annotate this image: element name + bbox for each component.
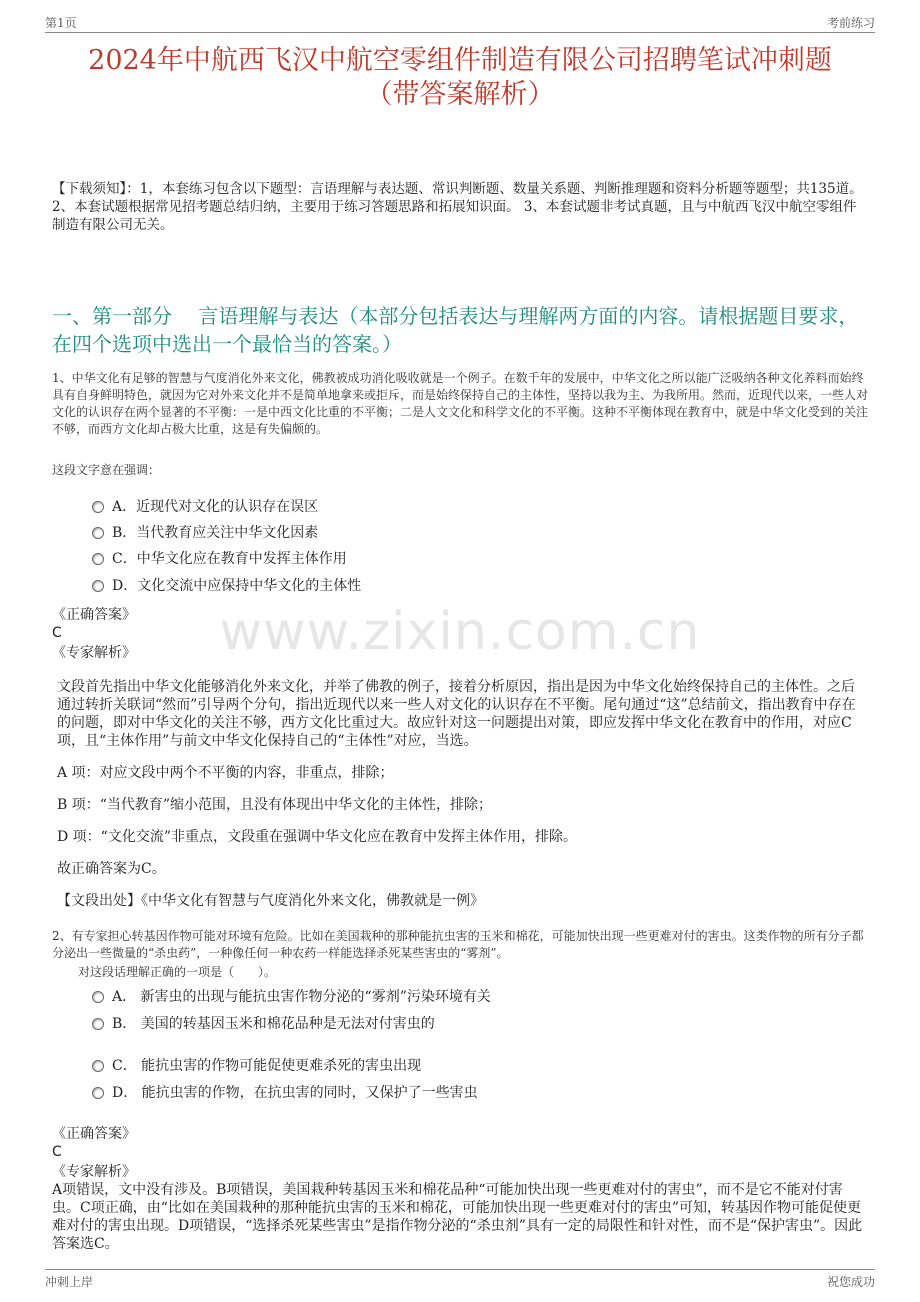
q2-option-d[interactable]: D． 能抗虫害的作物，在抗虫害的同时，又保护了一些害虫 (92, 1084, 478, 1102)
page-footer (45, 1269, 875, 1291)
q1-analysis: 文段首先指出中华文化能够消化外来文化，并举了佛教的例子，接着分析原因，指出是因为中华文化始终保持自己的主体性。之后通过转折关联词“然而”引导两个分句，指出近现代以来一些人对文化的认识存在不平衡。尾句通过“这”总结前文，指出教育中存在的问题，即对中华文化的关注不够，西方文化比重过大。故应针对这一问题提出对策，即应发挥中华文化在教育中的作用，对应C 项，且“主体作用”与前文中华文化保持自己的“主体性”对应，当选。 (57, 679, 856, 749)
q1-option-c[interactable]: C．中华文化应在教育中发挥主体作用 (92, 550, 347, 568)
q1-stem: 1、中华文化有足够的智慧与气度消化外来文化，佛教被成功消化吸收就是一个例子。在数千年的发展中，中华文化之所以能广泛吸纳各种文化养料而始终具有自身鲜明特色，就因为它对外来文化并不是简单地拿来或拒斥，而是始终保持自己的主体性，坚持以我为主、为我所用。然而，近现代以来，一些人对文化的认识存在两个显著的不平衡：一是中西文化比重的不平衡；二是人文文化和科学文化的不平衡。这种不平衡体现在教育中，就是中华文化受到的关注不够，而西方文化却占极大比重，这是有失偏颇的。 (52, 371, 869, 436)
q1-note-b: B 项：“当代教育”缩小范围，且没有体现出中华文化的主体性，排除； (57, 797, 493, 813)
q2-analysis: A项错误，文中没有涉及。B项错误，美国栽种转基因玉米和棉花品种“可能加快出现一些更难对付的害虫”，而不是它不能对付害虫。C项正确，由“比如在美国栽种的那种能抗虫害的玉米和棉花，可能加快出现一些更难对付的害虫”可知，转基因作物可能促使更难对付的害虫出现。D项错误，“选择杀死某些害虫”是指作物分泌的“杀虫剂”具有一定的局限性和针对性，而不是“保护害虫”。因此答案选C。 (52, 1182, 863, 1252)
q2-stem: 2、有专家担心转基因作物可能对环境有危险。比如在美国栽种的那种能抗虫害的玉米和棉花，可能加快出现一些更难对付的害虫。这类作物的所有分子都分泌出一些微量的“杀虫药”，一种像任何一种农药一样能选择杀死某些害虫的“雾剂”。 (52, 929, 864, 960)
section-heading: 一、第一部分 言语理解与表达（本部分包括表达与理解两方面的内容。请根据题目要求，在四个选项中选出一个最恰当的答案。） (52, 304, 859, 356)
title-line-2: （带答案解析） (365, 79, 555, 110)
q2-ask: 对这段话理解正确的一项是（ ）。 (78, 965, 277, 979)
radio-icon[interactable] (92, 580, 104, 592)
radio-icon[interactable] (92, 1060, 104, 1072)
radio-icon[interactable] (92, 991, 104, 1003)
q1-option-b[interactable]: B．当代教育应关注中华文化因素 (92, 524, 318, 542)
q2-option-c[interactable]: C． 能抗虫害的作物可能促使更难杀死的害虫出现 (92, 1057, 421, 1075)
watermark: www.zixin.com.cn (219, 602, 701, 662)
q1-source: 【文段出处】《中华文化有智慧与气度消化外来文化，佛教就是一例》 (57, 893, 484, 909)
radio-icon[interactable] (92, 553, 104, 565)
q1-analysis-label: 《专家解析》 (52, 645, 136, 661)
page-title (45, 44, 875, 112)
q2-answer-label: 《正确答案》 (52, 1126, 136, 1142)
download-notice: 【下载须知】：1，本套练习包含以下题型：言语理解与表达题、常识判断题、数量关系题、判断推理题和资料分析题等题型；共135道。 2、本套试题根据常见招考题总结归纳，主要用于练习答题思路和拓展知识面。 3、本套试题非考试真题，且与中航西飞汉中航空零组件制造有限公司无关。 (52, 181, 863, 233)
q1-conclusion: 故正确答案为C。 (57, 861, 166, 877)
page-header (45, 14, 875, 33)
header-right-label: 考前练习 (826, 16, 875, 30)
q2-option-b[interactable]: B． 美国的转基因玉米和棉花品种是无法对付害虫的 (92, 1015, 435, 1033)
radio-icon[interactable] (92, 1018, 104, 1030)
radio-icon[interactable] (92, 527, 104, 539)
q2-answer: C (52, 1144, 62, 1160)
q1-answer-label: 《正确答案》 (52, 607, 136, 623)
footer-right-label: 祝您成功 (826, 1275, 875, 1289)
q1-note-a: A 项：对应文段中两个不平衡的内容，非重点，排除； (57, 765, 394, 781)
page-number: 第1页 (45, 16, 77, 30)
q2-option-a[interactable]: A． 新害虫的出现与能抗虫害作物分泌的“雾剂”污染环境有关 (92, 988, 491, 1006)
radio-icon[interactable] (92, 1087, 104, 1099)
q1-note-d: D 项：“文化交流”非重点，文段重在强调中华文化应在教育中发挥主体作用，排除。 (57, 829, 577, 845)
footer-left-label: 冲刺上岸 (45, 1275, 94, 1289)
q1-answer: C (52, 625, 62, 641)
q1-ask: 这段文字意在强调： (52, 463, 161, 477)
radio-icon[interactable] (92, 501, 104, 513)
q1-option-a[interactable]: A．近现代对文化的认识存在误区 (92, 498, 318, 516)
q1-option-d[interactable]: D．文化交流中应保持中华文化的主体性 (92, 577, 361, 595)
title-line-1: 2024年中航西飞汉中航空零组件制造有限公司招聘笔试冲刺题 (88, 45, 832, 76)
q2-analysis-label: 《专家解析》 (52, 1164, 136, 1180)
